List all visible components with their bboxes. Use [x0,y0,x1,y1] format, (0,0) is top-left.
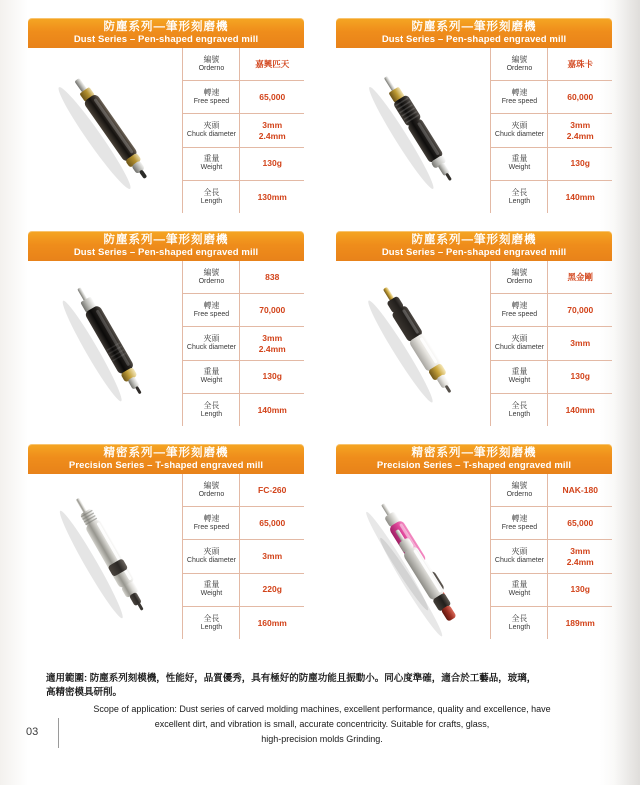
spec-value-weight: 130g [262,371,282,382]
spec-row-length [183,607,304,639]
spec-label-orderno: 編號 Orderno [491,474,548,506]
card-title-cn: 防塵系列—筆形刻磨機 [411,234,537,247]
spec-label-orderno: 編號 Orderno [491,261,548,293]
card-body [28,474,304,639]
spec-value-length: 140mm [565,191,595,202]
spec-label-chuck: 夾頭 Chuck diameter [183,327,240,359]
product-photo-1 [28,48,182,213]
spec-value-orderno: 嘉興匹天 [255,58,290,69]
spec-value-length: 140mm [257,404,287,415]
spec-value-free-speed: 65,000 [567,517,594,528]
card-title-en: Dust Series – Pen-shaped engraved mill [381,246,567,258]
spec-value-orderno: 嘉珠卡 [567,58,593,69]
spec-row-free-speed [183,507,304,540]
spec-label-chuck: 夾頭 Chuck diameter [491,114,548,146]
spec-table-2 [490,48,612,213]
spec-label-free-speed: 轉速 Free speed [183,294,240,326]
card-title-en: Precision Series – T-shaped engraved mill [68,459,264,471]
spec-row-weight [183,148,304,181]
spec-label-weight: 重量 Weight [183,574,240,606]
spec-label-free-speed: 轉速 Free speed [491,294,548,326]
spec-row-weight [491,574,612,607]
spec-row-orderno [183,261,304,294]
spec-label-weight: 重量 Weight [491,361,548,393]
silver-pen-illustration [28,474,182,639]
spec-row-orderno [183,474,304,507]
spec-row-chuck [491,540,612,573]
spec-row-chuck [183,327,304,360]
card-header [28,18,304,48]
spec-value-free-speed: 65,000 [259,91,286,102]
spec-label-length: 全長 Length [183,181,240,213]
spec-table-3 [182,261,304,426]
product-card-3 [28,231,304,426]
product-card-4 [336,231,612,426]
spec-row-length [491,394,612,426]
spec-row-orderno [491,474,612,507]
page-edge-shadow [614,0,640,785]
card-title-cn: 精密系列—筆形刻磨機 [103,447,229,460]
footer-scope-of-application [46,672,598,746]
spec-row-chuck [491,327,612,360]
spec-label-free-speed: 轉速 Free speed [183,81,240,113]
spec-label-orderno: 編號 Orderno [491,48,548,80]
pink-and-silver-pens-illustration [336,474,490,639]
spec-value-free-speed: 60,000 [567,91,594,102]
product-card-1 [28,18,304,213]
product-photo-3 [28,261,182,426]
footer-en-line-1: Scope of application: Dust series of carved molding machines, excellent performance, quality and excellence, have [93,703,551,714]
spec-row-free-speed [183,294,304,327]
spec-label-length: 全長 Length [491,181,548,213]
spec-label-chuck: 夾頭 Chuck diameter [491,327,548,359]
spec-row-weight [183,574,304,607]
footer-en-line-3: high-precision molds Grinding. [261,733,383,744]
spec-label-free-speed: 轉速 Free speed [183,507,240,539]
card-header [28,444,304,474]
spec-row-orderno [491,48,612,81]
card-body [28,261,304,426]
spec-label-chuck: 夾頭 Chuck diameter [183,114,240,146]
white-gold-pen-illustration [336,261,490,426]
spec-label-free-speed: 轉速 Free speed [491,507,548,539]
card-body [336,474,612,639]
spec-value-free-speed: 70,000 [567,304,594,315]
spec-table-6 [490,474,612,639]
spec-table-4 [490,261,612,426]
product-card-6 [336,444,612,639]
footer-en-line-2: excellent dirt, and vibration is small, accurate concentricity. Suitable for crafts, glass, [154,718,490,729]
spec-value-chuck: 3mm 2.4mm [566,119,594,141]
spec-label-weight: 重量 Weight [491,148,548,180]
card-title-en: Precision Series – T-shaped engraved mill [376,459,572,471]
spec-row-length [183,181,304,213]
spec-row-chuck [491,114,612,147]
product-photo-6 [336,474,490,639]
card-body [336,261,612,426]
spec-value-weight: 220g [262,584,282,595]
card-title-en: Dust Series – Pen-shaped engraved mill [381,33,567,45]
dark-pen-illustration [28,48,182,213]
card-header [28,231,304,261]
spec-label-orderno: 編號 Orderno [183,261,240,293]
product-card-5 [28,444,304,639]
card-body [336,48,612,213]
card-body [28,48,304,213]
card-title-cn: 防塵系列—筆形刻磨機 [103,234,229,247]
spec-row-free-speed [183,81,304,114]
card-title-cn: 防塵系列—筆形刻磨機 [411,21,537,34]
spec-value-chuck: 3mm [570,338,591,349]
footer-cn-line-2: 高精密模具研削。 [46,687,123,699]
spec-value-length: 189mm [565,617,595,628]
spec-value-chuck: 3mm 2.4mm [258,119,286,141]
spec-value-orderno: NAK-180 [562,484,598,495]
spec-row-weight [491,148,612,181]
product-photo-5 [28,474,182,639]
spec-value-free-speed: 70,000 [259,304,286,315]
spec-label-weight: 重量 Weight [183,148,240,180]
spec-label-weight: 重量 Weight [183,361,240,393]
product-photo-2 [336,48,490,213]
spec-row-weight [183,361,304,394]
spec-label-length: 全長 Length [491,394,548,426]
spec-label-length: 全長 Length [183,394,240,426]
spec-value-weight: 130g [570,158,590,169]
spec-value-chuck: 3mm 2.4mm [258,332,286,354]
spec-row-free-speed [491,507,612,540]
spec-value-chuck: 3mm 2.4mm [566,545,594,567]
spec-value-weight: 130g [570,584,590,595]
spec-label-orderno: 編號 Orderno [183,474,240,506]
spec-row-orderno [183,48,304,81]
spec-value-orderno: 838 [265,271,280,282]
product-photo-4 [336,261,490,426]
spec-value-free-speed: 65,000 [259,517,286,528]
card-header [336,231,612,261]
spec-value-weight: 130g [262,158,282,169]
spec-value-length: 160mm [257,617,287,628]
spec-row-length [491,181,612,213]
spec-label-chuck: 夾頭 Chuck diameter [491,540,548,572]
black-knurled-pen-illustration [28,261,182,426]
spec-row-length [491,607,612,639]
card-title-cn: 精密系列—筆形刻磨機 [411,447,537,460]
spec-row-chuck [183,114,304,147]
spec-table-1 [182,48,304,213]
spec-row-free-speed [491,81,612,114]
spec-label-chuck: 夾頭 Chuck diameter [183,540,240,572]
spec-row-length [183,394,304,426]
spec-label-free-speed: 轉速 Free speed [491,81,548,113]
product-card-2 [336,18,612,213]
page-number-rule [58,718,59,748]
black-ribbed-pen-illustration [336,48,490,213]
spec-row-weight [491,361,612,394]
card-title-en: Dust Series – Pen-shaped engraved mill [73,33,259,45]
page-number: 03 [26,726,39,738]
spec-label-weight: 重量 Weight [491,574,548,606]
card-title-en: Dust Series – Pen-shaped engraved mill [73,246,259,258]
spec-label-orderno: 編號 Orderno [183,48,240,80]
spec-value-orderno: FC-260 [258,484,287,495]
spec-value-length: 140mm [565,404,595,415]
spec-value-chuck: 3mm [262,551,283,562]
spec-label-length: 全長 Length [183,607,240,639]
spec-table-5 [182,474,304,639]
card-header [336,18,612,48]
product-card-grid [28,18,612,639]
spec-value-weight: 130g [570,371,590,382]
spec-label-length: 全長 Length [491,607,548,639]
footer-cn-line-1: 適用範圍: 防塵系列刻模機，性能好，品質優秀，具有極好的防塵功能且振動小。同心度準確，適合於工藝品，玻璃， [46,673,537,684]
spec-row-orderno [491,261,612,294]
spec-value-length: 130mm [257,191,287,202]
card-header [336,444,612,474]
card-title-cn: 防塵系列—筆形刻磨機 [103,21,229,34]
spec-row-free-speed [491,294,612,327]
spec-row-chuck [183,540,304,573]
spec-value-orderno: 黑金剛 [567,271,593,282]
